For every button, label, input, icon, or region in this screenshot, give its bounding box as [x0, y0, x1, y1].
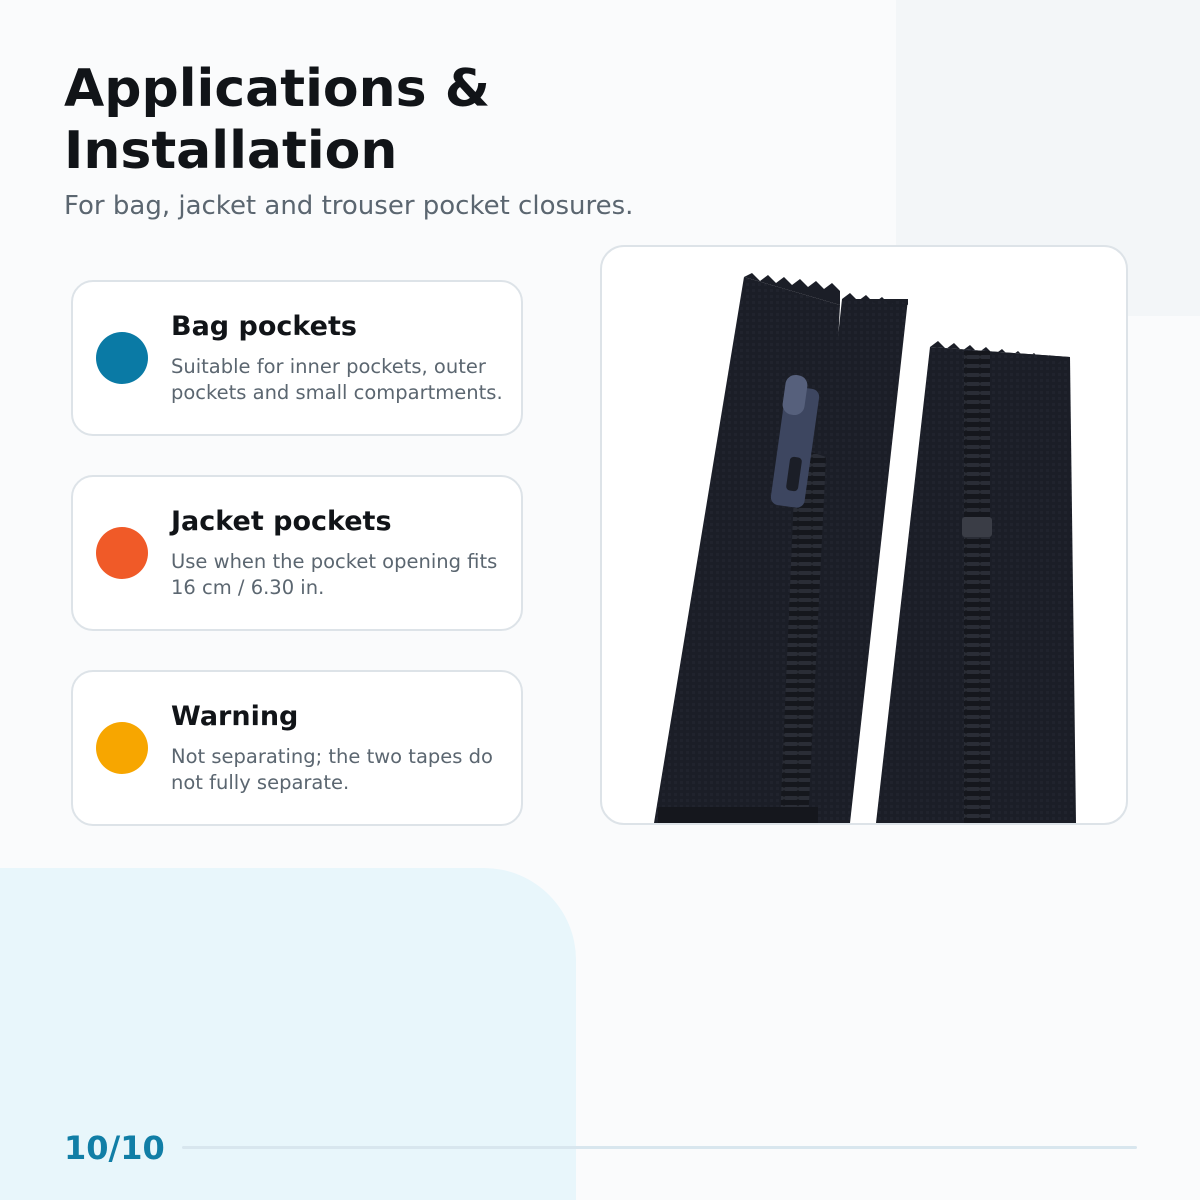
page-subtitle: For bag, jacket and trouser pocket closures. [64, 191, 634, 221]
zipper-right [876, 341, 1076, 823]
feature-title: Warning [171, 701, 299, 732]
feature-description: Suitable for inner pockets, outer pockets and small compartments. [171, 355, 503, 404]
jacket-dot-icon [96, 527, 148, 579]
feature-card-jacket-pockets [71, 475, 523, 631]
feature-card-warning [71, 670, 523, 826]
zipper-left [654, 273, 908, 823]
feature-title: Bag pockets [171, 311, 357, 342]
product-photo [600, 245, 1128, 825]
bag-dot-icon [96, 332, 148, 384]
page-title: Applications & Installation [64, 59, 491, 181]
feature-description: Use when the pocket opening fits 16 cm / 6.30 in. [171, 550, 498, 599]
footer-divider [182, 1146, 1137, 1149]
feature-title: Jacket pockets [171, 506, 392, 537]
warning-dot-icon [96, 722, 148, 774]
page-indicator: 10/10 [64, 1129, 165, 1167]
feature-description: Not separating; the two tapes do not fully separate. [171, 745, 493, 794]
zipper-illustration [602, 247, 1126, 823]
feature-card-bag-pockets [71, 280, 523, 436]
